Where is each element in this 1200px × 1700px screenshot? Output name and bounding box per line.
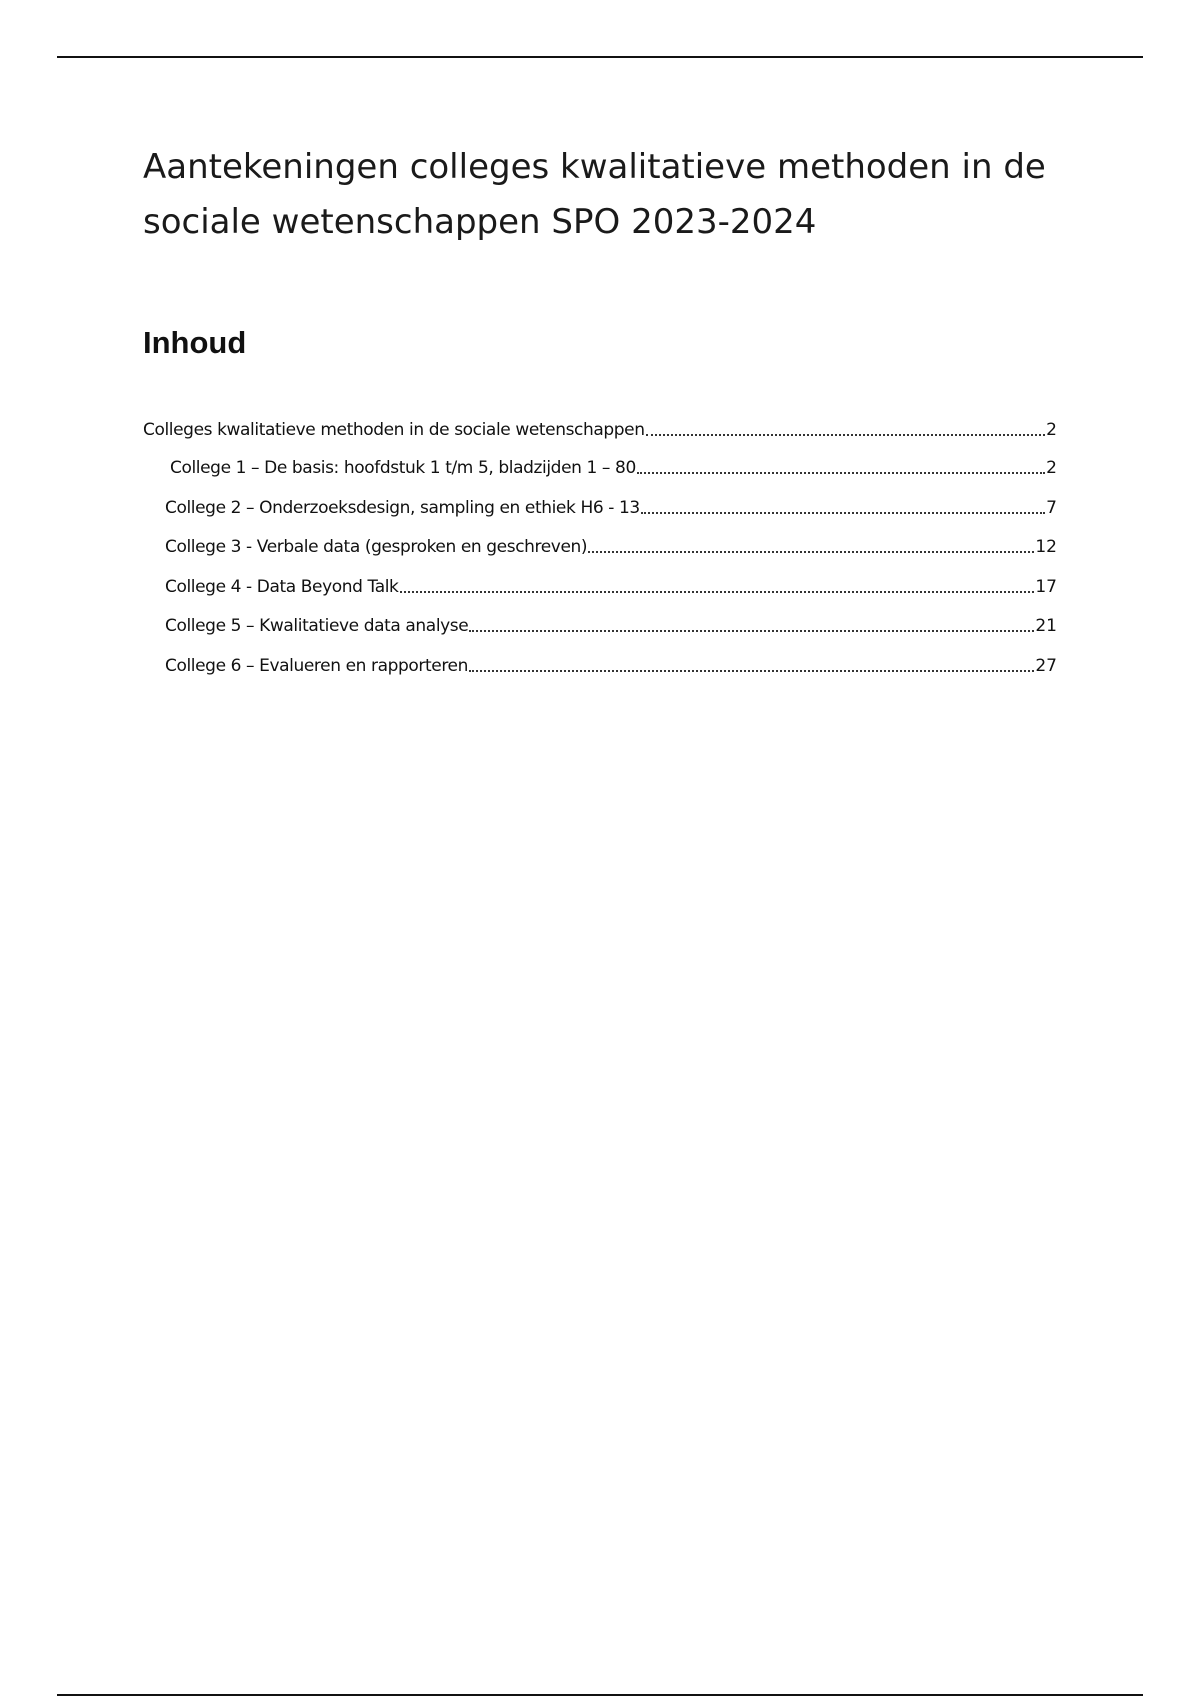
toc-entry[interactable] — [165, 537, 1057, 563]
dot-leader — [400, 577, 1035, 593]
toc-entry-label: College 2 – Onderzoeksdesign, sampling en ethiek H6 - 13 — [165, 498, 640, 518]
footer-rule — [57, 1694, 1143, 1696]
toc-entry[interactable] — [165, 616, 1057, 642]
toc-entry-page: 12 — [1035, 537, 1057, 557]
toc-entry[interactable] — [165, 656, 1057, 682]
toc-entry-page: 21 — [1035, 616, 1057, 636]
toc-heading: Inhoud — [143, 325, 247, 360]
toc-entry-label: College 5 – Kwalitatieve data analyse — [165, 616, 469, 636]
toc-entry-page: 7 — [1046, 498, 1057, 518]
dot-leader — [469, 616, 1034, 632]
toc-entry-label: Colleges kwalitatieve methoden in de sociale wetenschappen — [143, 420, 645, 440]
toc-entry-label: College 4 - Data Beyond Talk — [165, 577, 399, 597]
toc-entry-page: 27 — [1035, 656, 1057, 676]
toc-entry[interactable] — [165, 498, 1057, 524]
dot-leader — [469, 656, 1034, 672]
header-rule — [57, 56, 1143, 58]
toc-entry-page: 2 — [1046, 420, 1057, 440]
dot-leader — [588, 537, 1034, 553]
toc-entry-label: College 1 – De basis: hoofdstuk 1 t/m 5, bladzijden 1 – 80 — [170, 458, 636, 478]
dot-leader — [641, 498, 1045, 514]
toc-entry[interactable] — [165, 577, 1057, 603]
toc-entry[interactable] — [143, 420, 1057, 446]
document-title: Aantekeningen colleges kwalitatieve methoden in de sociale wetenschappen SPO 2023-2024 — [143, 147, 1046, 242]
toc-entry[interactable] — [170, 458, 1057, 484]
dot-leader — [646, 420, 1046, 436]
dot-leader — [637, 458, 1045, 474]
toc-entry-label: College 3 - Verbale data (gesproken en geschreven) — [165, 537, 588, 557]
toc-entry-page: 17 — [1035, 577, 1057, 597]
toc-entry-label: College 6 – Evalueren en rapporteren — [165, 656, 468, 676]
toc-entry-page: 2 — [1046, 458, 1057, 478]
